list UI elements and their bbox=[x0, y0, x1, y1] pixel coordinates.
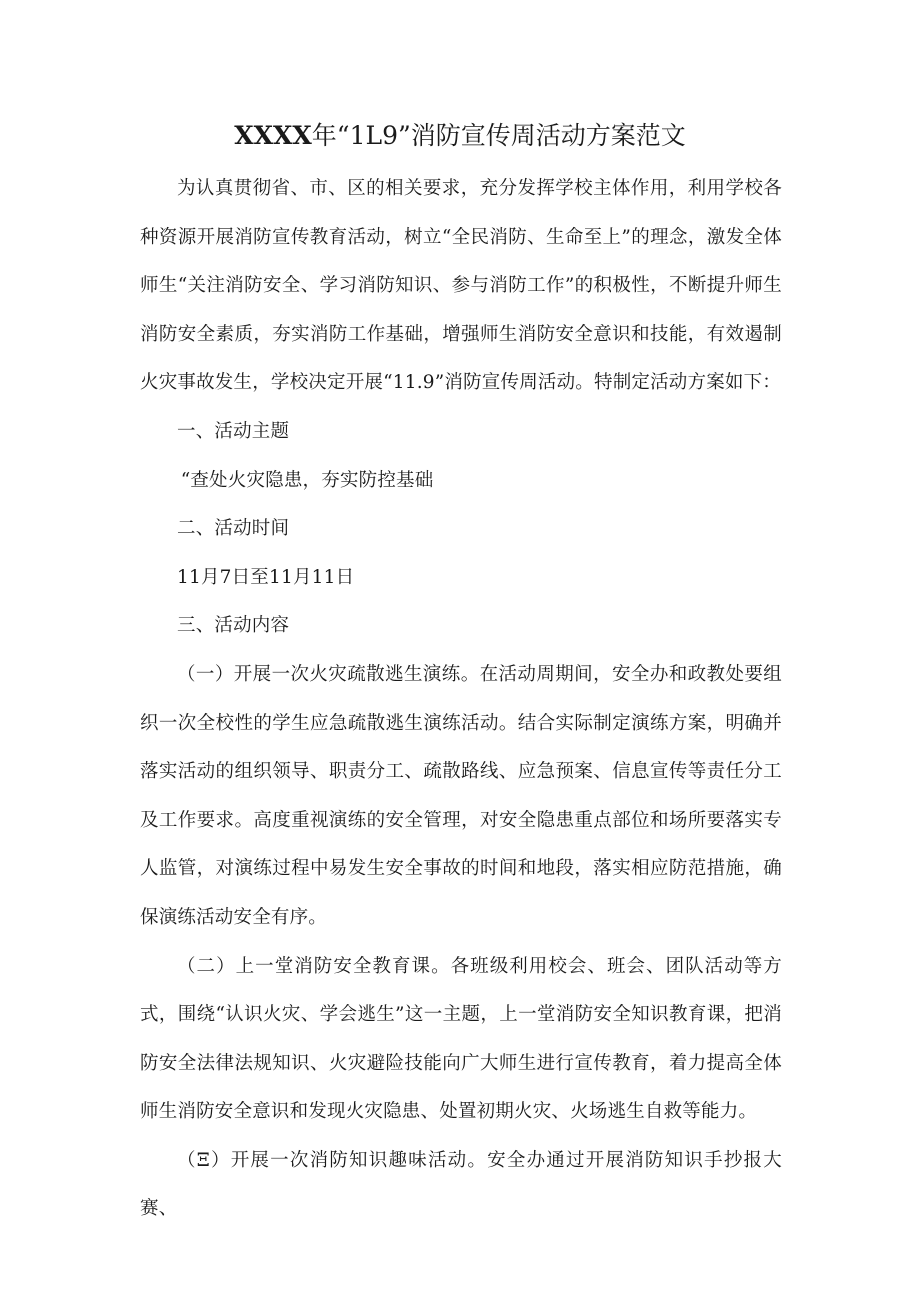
document-title bbox=[140, 118, 780, 154]
time-text: 11月7日至11月11日 bbox=[177, 566, 355, 588]
section-heading-content: 三、活动内容 bbox=[177, 615, 290, 637]
document-body bbox=[140, 165, 782, 1234]
content-item-3: （Ξ）开展一次消防知识趣味活动。安全办通过开展消防知识手抄报大赛、 bbox=[140, 1149, 782, 1220]
section-heading-theme: 一、活动主题 bbox=[177, 420, 290, 442]
title-prefix: XXXX bbox=[234, 121, 312, 150]
theme-text: “查处火灾隐患，夯实防控基础 bbox=[180, 469, 434, 491]
title-main: 年“1L9”消防宣传周活动方案范文 bbox=[311, 121, 686, 150]
content-item-1: （一）开展一次火灾疏散逃生演练。在活动周期间，安全办和政教处要组织一次全校性的学生应急疏散逃生演练活动。结合实际制定演练方案，明确并落实活动的组织领导、职责分工、疏散路线、应急预案、信息宣传等责任分工及工作要求。高度重视演练的安全管理，对安全隐患重点部位和场所要落实专人监管，对演练过程中易发生安全事故的时间和地段，落实相应防范措施，确保演练活动安全有序。 bbox=[140, 663, 782, 928]
content-item-2: （二）上一堂消防安全教育课。各班级利用校会、班会、团队活动等方式，围绕“认识火灾、学会逃生”这一主题，上一堂消防安全知识教育课，把消防安全法律法规知识、火灾避险技能向广大师生进行宣传教育，着力提高全体师生消防安全意识和发现火灾隐患、处置初期火灾、火场逃生自救等能力。 bbox=[140, 955, 782, 1123]
intro-paragraph: 为认真贯彻省、市、区的相关要求，充分发挥学校主体作用，利用学校各种资源开展消防宣传教育活动，树立“全民消防、生命至上”的理念，激发全体师生“关注消防安全、学习消防知识、参与消防工作”的积极性，不断提升师生消防安全素质，夯实消防工作基础，增强师生消防安全意识和技能，有效遏制火灾事故发生，学校决定开展“11.9”消防宣传周活动。特制定活动方案如下： bbox=[140, 178, 782, 394]
section-heading-time: 二、活动时间 bbox=[177, 518, 290, 540]
